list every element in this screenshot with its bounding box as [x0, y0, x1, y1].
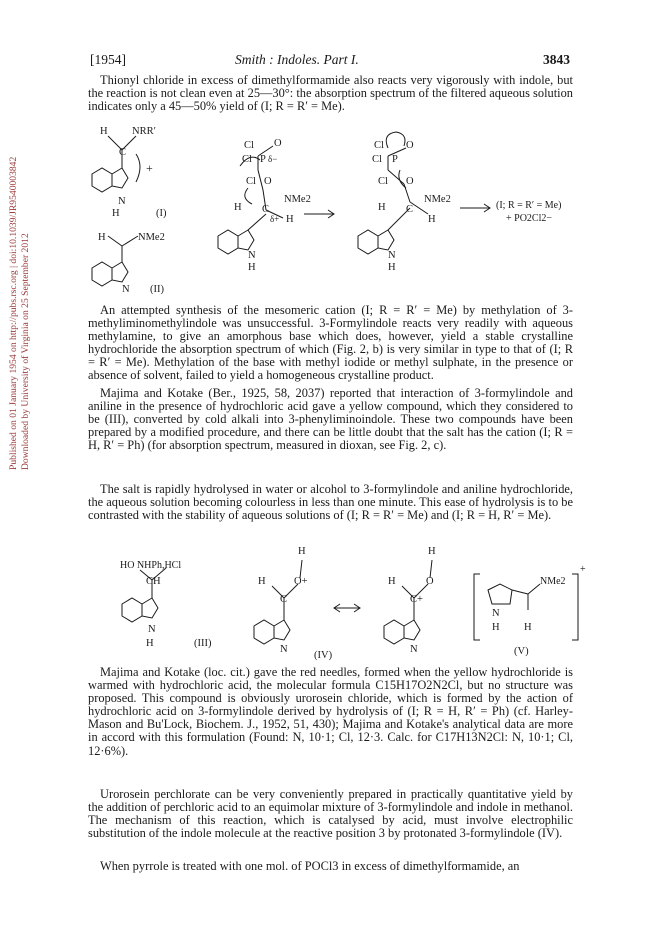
paragraph-3: Majima and Kotake (Ber., 1925, 58, 2037) reported that interaction of 3-formylindole and aniline in the presence of hydrochloric acid gave a yellow compound, which they considered to be (III), converted by cold alkali into 3-phenyliminoindole. These two compounds have been prepared by a modified procedure, and there can be little doubt that the salt has the cation (I; R = H, R′ = Ph) (for absorption spectrum, measured in dioxan, see Fig. 2, c).	[88, 386, 573, 453]
paragraph-2: An attempted synthesis of the mesomeric cation (I; R = R′ = Me) by methylation of 3-methyliminomethylindole was unsuccessful. 3-Formylindole reacts very readily with aqueous methylamine, to give an amorphous base which does, however, yield a stable crystalline hydrochloride the absorption spectrum of which (Fig. 2, b) is very similar in type to that of (I; R = R′ = Me). Methylation of the base with methyl iodide or methyl sulphate, in the presence or absence of solvent, failed to yield a homogeneous crystalline product.	[88, 303, 573, 383]
atom-Cl: Cl	[246, 176, 256, 187]
atom-C: C	[262, 204, 270, 215]
atom-O: O	[426, 576, 434, 587]
delta-minus: δ−	[268, 154, 278, 164]
header-page-number: 3843	[543, 52, 570, 67]
atom-H: H	[428, 214, 436, 225]
atom-Cl: Cl	[378, 176, 388, 187]
atom-N: N	[148, 624, 156, 635]
group-nrr: NRR′	[132, 126, 156, 137]
atom-Cl: Cl	[372, 154, 382, 165]
atom-C: C	[406, 204, 414, 215]
running-header	[90, 52, 570, 72]
group-nme2: NMe2	[284, 194, 311, 205]
atom-N: N	[118, 196, 126, 207]
atom-N: N	[122, 284, 130, 295]
atom-H: H	[98, 232, 106, 243]
atom-Cl: Cl	[244, 140, 254, 151]
atom-O: O	[264, 176, 272, 187]
provenance-line-published[interactable]: Published on 01 January 1954 on http://pubs.rsc.org | doi:10.1039/JR9540003842	[8, 156, 19, 470]
provenance-sidebar	[0, 0, 36, 935]
atom-O-plus: O+	[294, 576, 308, 587]
product-line-2: + PO2Cl2−	[506, 213, 553, 224]
atom-H: H	[492, 622, 500, 633]
label-III: (III)	[194, 638, 212, 649]
charge-plus: +	[580, 564, 586, 575]
atom-O: O	[406, 140, 414, 151]
label-II: (II)	[150, 284, 164, 295]
atom-H: H	[234, 202, 242, 213]
atom-Cl: Cl	[374, 140, 384, 151]
atom-H: H	[258, 576, 266, 587]
paragraph-4: The salt is rapidly hydrolysed in water or alcohol to 3-formylindole and aniline hydrochloride, the aqueous solution becoming colourless in less than one minute. This ease of hydrolysis is to be contrasted with the stability of aqueous solutions of (I; R = R′ = Me) and (I; R = H, R′ = Me).	[88, 482, 573, 523]
paragraph-1: Thionyl chloride in excess of dimethylformamide also reacts very vigorously with indole, but the reaction is not clean even at 25—30°: the absorption spectrum of the filtered aqueous solution indicates only a 45—50% yield of (I; R = R′ = Me).	[88, 73, 573, 114]
atom-N: N	[492, 608, 500, 619]
provenance-line-downloaded[interactable]: Downloaded by University of Virginia on 25 September 2012	[20, 233, 31, 470]
reaction-scheme-2	[88, 540, 588, 662]
atom-H: H	[286, 214, 294, 225]
atom-P: P	[392, 154, 398, 165]
plus-sign: +	[146, 161, 153, 175]
delta-plus: δ+	[270, 214, 280, 224]
atom-H: H	[146, 638, 154, 649]
atom-H: H	[388, 576, 396, 587]
atom-N: N	[280, 644, 288, 655]
group-nme2: NMe2	[424, 194, 451, 205]
label-I: (I)	[156, 208, 167, 219]
atom-N: N	[410, 644, 418, 655]
atom-H: H	[248, 262, 256, 273]
header-year: [1954]	[90, 52, 126, 67]
group-nme2: NMe2	[540, 576, 566, 587]
atom-N: N	[248, 250, 256, 261]
paragraph-7: When pyrrole is treated with one mol. of POCl3 in excess of dimethylformamide, an	[100, 859, 520, 873]
atom-N: N	[388, 250, 396, 261]
header-title: Smith : Indoles. Part I.	[235, 52, 359, 67]
atom-H: H	[388, 262, 396, 273]
atom-C: C	[280, 594, 288, 605]
atom-Cl: Cl	[242, 154, 252, 165]
atom-P: P	[260, 154, 266, 165]
atom-H: H	[298, 546, 306, 557]
group-III: HO NHPh,HCl	[120, 560, 182, 571]
atom-H: H	[428, 546, 436, 557]
atom-O: O	[274, 138, 282, 149]
scheme-2-drawing	[88, 540, 588, 662]
atom-H: H	[378, 202, 386, 213]
label-IV: (IV)	[314, 650, 333, 661]
label-V: (V)	[514, 646, 529, 657]
atom-O: O	[406, 176, 414, 187]
atom-H: H	[112, 208, 120, 219]
reaction-scheme-1	[88, 118, 588, 296]
atom-H: H	[524, 622, 532, 633]
atom-C-plus: C+	[410, 594, 423, 605]
group-nme2: NMe2	[138, 232, 165, 243]
atom-CH: CH	[146, 576, 161, 587]
paragraph-6: Urorosein perchlorate can be very conveniently prepared in practically quantitative yield by the addition of perchloric acid to an equimolar mixture of 3-formylindole and indole in methanol. The mechanism of this reaction, which is catalysed by acid, must involve electrophilic substitution of the indole molecule at the reactive position 3 by protonated 3-formylindole (IV).	[88, 787, 573, 841]
paragraph-5: Majima and Kotake (loc. cit.) gave the red needles, formed when the yellow hydrochloride is warmed with hydrochloric acid, the molecular formula C15H17O2N2Cl, but no structure was proposed. This compound is obviously urorosein chloride, which is formed by the action of hydrochloric acid on 3-formylindole derived by hydrolysis of (I; R = H, R′ = Ph) (cf. Harley-Mason and Bu'Lock, Biochem. J., 1952, 51, 430); Majima and Kotake's analytical data are more in accord with this formulation (Found: N, 10·1; Cl, 12·3. Calc. for C17H13N2Cl: N, 10·1; Cl, 12·6%).	[88, 665, 573, 758]
product-line-1: (I; R = R′ = Me)	[496, 200, 562, 211]
atom-H: H	[100, 126, 108, 137]
atom-C: C	[119, 147, 127, 158]
scheme-1-drawing	[88, 118, 588, 296]
